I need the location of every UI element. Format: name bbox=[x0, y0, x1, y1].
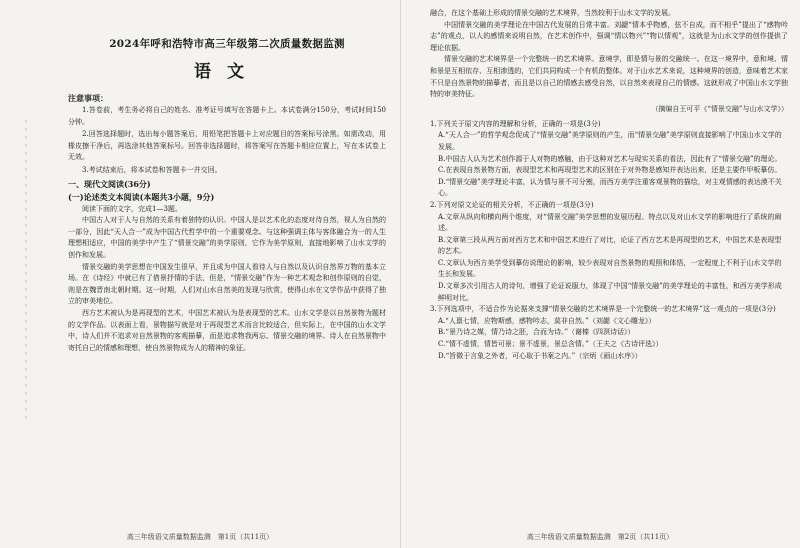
section-heading: 一、现代文阅读(36分) bbox=[68, 178, 151, 189]
question-stem: 1.下列关于原文内容的理解和分析，正确的一项是(3分) bbox=[430, 119, 601, 128]
answer-option: B.中国古人认为艺术创作源于人对物的感触，由于这种对艺术与现实关系的看法，因此有了“情景交融”的理论。 bbox=[438, 154, 782, 163]
page-footer: 高三年级语文质量数据监测 第1页（共11页） bbox=[126, 533, 274, 541]
answer-option: D.文章多次引用古人的诗句，增强了论证说服力，体现了中国“情景交融”的美学理论的丰富性，和西方美学形成鲜明对比。 bbox=[438, 282, 782, 302]
answer-option: A.“人禀七情，应物斯感，感物吟志，莫非自然。”（刘勰《文心雕龙》） bbox=[438, 316, 656, 325]
notes-heading: 注意事项： bbox=[68, 93, 108, 103]
note-item: 2.回答选择题时，选出每小题答案后，用铅笔把答题卡上对应题目的答案标号涂黑。如需改动，用橡皮擦干净后，再选涂其他答案标号。回答非选择题时，将答案写在答题卡相应位置上，写在本试卷上无效。 bbox=[68, 130, 386, 162]
note-item: 3.考试结束后，将本试卷和答题卡一并交回。 bbox=[82, 165, 222, 174]
answer-option: D.“情景交融”美学理论丰富，认为情与景不可分割，而西方美学注重客观景物的描绘，对主观情感的表达漠不关心。 bbox=[438, 177, 782, 198]
passage-paragraph: 中国古人对于人与自然的关系有着独特的认识。中国人是以艺术化的态度对待自然，视人为自然的一部分，因此“天人合一”成为中国古代哲学中的一个重要观念。与这种强调主体与客体融合为一的人生理想相适应，中国的美学中产生了“情景交融”的美学原则，它作为美学原则，直接地影响了山水文学的创作和发展。 bbox=[68, 216, 386, 259]
answer-option: B.“景乃诗之媒，情乃诗之胚，合而为诗。”（谢榛《四溟诗话》） bbox=[438, 328, 635, 337]
answer-option: A.“天人合一”的哲学观念促成了“情景交融”美学原则的产生，而“情景交融”美学原则直接影响了中国山水文学的发展。 bbox=[438, 131, 782, 151]
answer-option: C.在表现自然景物方面，表现型艺术和再现型艺术的区别在于对外物是感知并表达出来，还是主要作甲板摹仿。 bbox=[438, 166, 782, 175]
answer-option: A.文章从纵向和横向两个维度，对“情景交融”美学思想的发展历程、特点以及对山水文学的影响进行了系统的阐述。 bbox=[438, 212, 782, 233]
exam-title: 2024年呼和浩特市高三年级第二次质量数据监测 bbox=[109, 38, 345, 50]
passage-paragraph: 情景交融的艺术境界是一个完整统一的艺术境界。意境学，即是情与景的交融统一。在这一境界中，意和境、情和景是互相依存、互相渗透的，它们共同构成一个有机的整体。对于山水艺术来说，这种境界的创造，意味着艺术家不只是自然景物的描摹者，而且是以自己的情感去感受自然，以自然来表现自己的情感。这就形成了中国山水文学独特的审美特征。 bbox=[430, 55, 788, 99]
subject-title: 语文 bbox=[194, 62, 260, 82]
answer-option: D.“旨微于言象之外者，可心取于书案之内。”（宗炳《画山水序》） bbox=[438, 351, 642, 360]
passage-paragraph: 西方艺术被认为是再现型的艺术，中国艺术被认为是表现型的艺术。山水文学是以自然景物为题材的文学作品。以表面上看，景物描写就是对于再现型艺术而言比较适合，但实际上，在中国的山水文学中，诗人们并不追求对自然景物的客观描摹，而是追求物我两忘、情景交融的境界。诗人在自然景物中寄托自己的情感和理想，使自然景物成为人的精神的象征。 bbox=[68, 308, 386, 352]
passage-paragraph: 融合，在这个基础上形成的情景交融的艺术境界，当然较利于山水文学的发展。 bbox=[430, 9, 675, 17]
question-stem: 2.下列对原文论证的相关分析，不正确的一项是(3分) bbox=[430, 200, 594, 209]
subsection-heading: (一)论述类文本阅读(本题共3小题，9分) bbox=[68, 191, 215, 202]
question-stem: 3.下列选项中，不适合作为论据来支撑“情景交融的艺术境界是一个完整统一的艺术境界”这一观点的一项是(3分) bbox=[430, 305, 776, 314]
passage-paragraph: 情景交融的美学思想在中国发生很早，并且成为中国人看待人与自然以及认识自然界万物的基本立场。在《诗经》中就已有了借景抒情的手法，但是，“情景交融”作为一种艺术观念和创作原则的自觉，则是在魏晋南北朝时期。这一时期，人们对山水自然美的发现与欣赏，使得山水在文学作品中获得了独立的审美地位。 bbox=[68, 262, 386, 306]
page-footer: 高三年级语文质量数据监测 第2页（共11页） bbox=[526, 533, 674, 541]
answer-option: B.文章第三段从两方面对西方艺术和中国艺术进行了对比，论证了西方艺术是再现型的艺术，中国艺术是表现型的艺术。 bbox=[438, 235, 782, 256]
answer-option: C.文章认为西方美学受到摹仿说理论的影响，较少表现对自然景物的观照和体悟，一定程度上不利于山水文学的生长和发展。 bbox=[438, 258, 782, 279]
note-item: 1.答卷前，考生务必将自己的姓名、准考证号填写在答题卡上。本试卷满分150分，考试时间150分钟。 bbox=[68, 106, 386, 126]
page-2 bbox=[400, 0, 800, 548]
source-caption: （摘编自王可平《“情景交融”与山水文学》） bbox=[651, 104, 788, 113]
reading-instruction: 阅读下面的文字，完成1—3题。 bbox=[82, 204, 182, 213]
passage-paragraph: 中国情景交融的美学理论在中国古代发展的日常丰富。刘勰“情本乎物感，弦不自成，而不相乎”提出了“感物吟志”的观点，以人的感情来说明自然，在艺术创作中，强调“情以物兴”“物以情观”，这就是为山水文学的创作提供了理论依据。 bbox=[430, 20, 788, 52]
answer-option: C.“情不虚情，情皆可景；景不虚景，景总含情。”（王夫之《古诗评选》） bbox=[438, 340, 663, 349]
